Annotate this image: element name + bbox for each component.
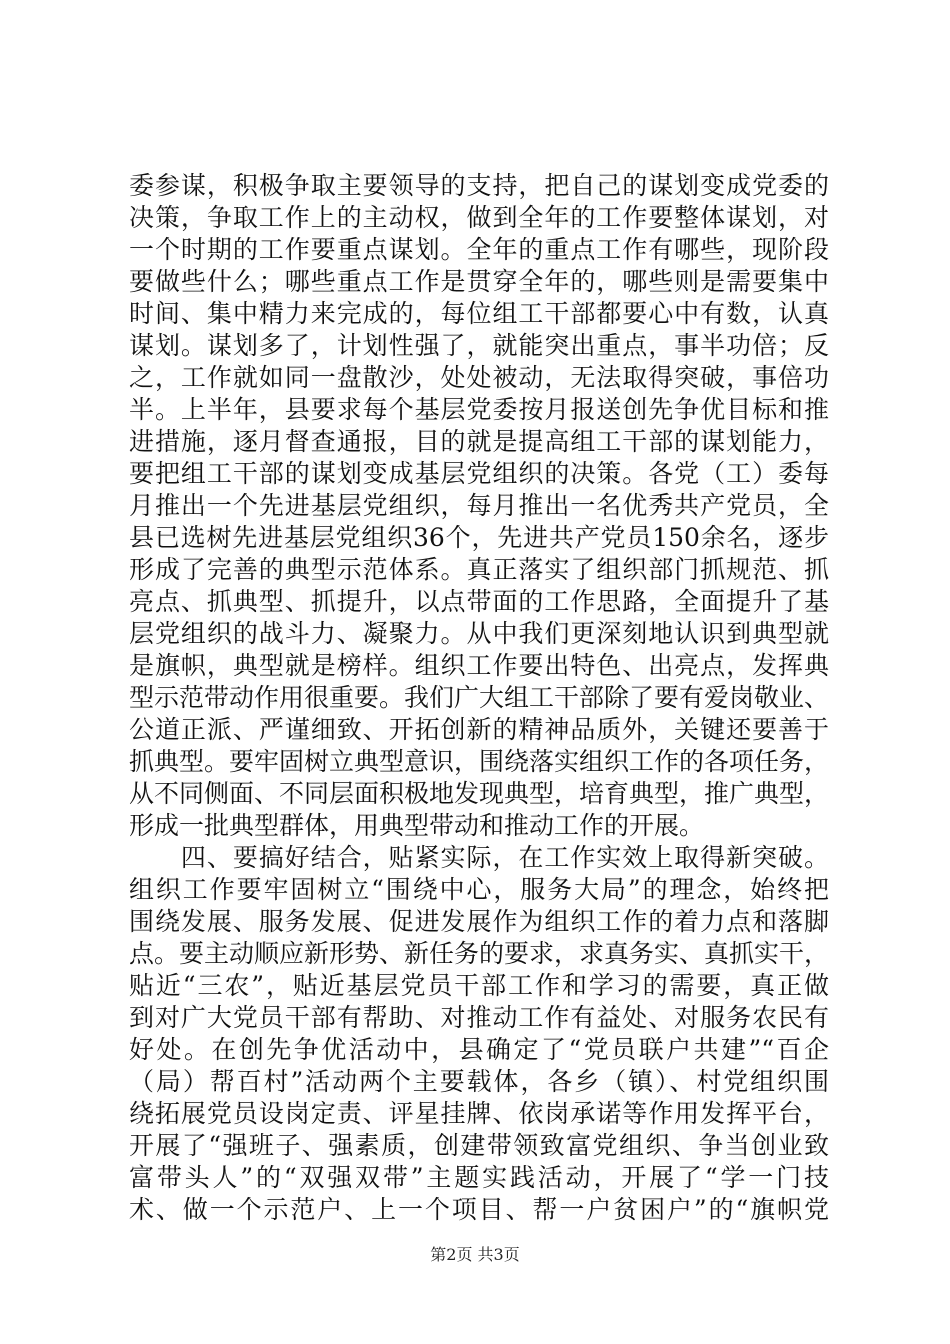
text-line-paragraph-start: 四、要搞好结合，贴紧实际，在工作实效上取得新突破。	[129, 843, 829, 872]
text-line: 围绕发展、服务发展、促进发展作为组织工作的着力点和落脚	[129, 907, 829, 936]
text-line: 决策，争取工作上的主动权，做到全年的工作要整体谋划，对	[129, 203, 829, 232]
text-line: 委参谋，积极争取主要领导的支持，把自己的谋划变成党委的	[129, 171, 829, 200]
text-line: 点。要主动顺应新形势、新任务的要求，求真务实、真抓实干，	[129, 939, 830, 968]
text-line: 要把组工干部的谋划变成基层党组织的决策。各党（工）委每	[129, 459, 829, 488]
text-line: 公道正派、严谨细致、开拓创新的精神品质外，关键还要善于	[129, 715, 829, 744]
text-line: 县已选树先进基层党组织36个，先进共产党员150余名，逐步	[129, 523, 829, 552]
text-line: 到对广大党员干部有帮助、对推动工作有益处、对服务农民有	[129, 1003, 829, 1032]
text-line: 组织工作要牢固树立“围绕中心，服务大局”的理念，始终把	[129, 875, 829, 904]
text-line: 开展了“强班子、强素质，创建带领致富党组织、争当创业致	[129, 1131, 829, 1160]
text-line: 层党组织的战斗力、凝聚力。从中我们更深刻地认识到典型就	[129, 619, 829, 648]
text-line: 谋划。谋划多了，计划性强了，就能突出重点，事半功倍；反	[129, 331, 829, 360]
text-line-paragraph-end: 形成一批典型群体，用典型带动和推动工作的开展。	[129, 811, 705, 840]
text-line: 形成了完善的典型示范体系。真正落实了组织部门抓规范、抓	[129, 555, 829, 584]
text-line: 绕拓展党员设岗定责、评星挂牌、依岗承诺等作用发挥平台，	[129, 1099, 829, 1128]
text-line: 好处。在创先争优活动中，县确定了“党员联户共建”“百企	[129, 1035, 829, 1064]
text-line: 一个时期的工作要重点谋划。全年的重点工作有哪些，现阶段	[129, 235, 829, 264]
text-line: 富带头人”的“双强双带”主题实践活动，开展了“学一门技	[129, 1163, 829, 1192]
text-line: 时间、集中精力来完成的，每位组工干部都要心中有数，认真	[129, 299, 829, 328]
text-line: 是旗帜，典型就是榜样。组织工作要出特色、出亮点，发挥典	[129, 651, 829, 680]
text-line: 贴近“三农”，贴近基层党员干部工作和学习的需要，真正做	[129, 971, 829, 1000]
text-line: 型示范带动作用很重要。我们广大组工干部除了要有爱岗敬业、	[129, 683, 830, 712]
text-line: 进措施，逐月督查通报，目的就是提高组工干部的谋划能力，	[129, 427, 829, 456]
text-line: 从不同侧面、不同层面积极地发现典型，培育典型，推广典型，	[129, 779, 830, 808]
text-line: （局）帮百村”活动两个主要载体，各乡（镇）、村党组织围	[129, 1067, 829, 1096]
text-line: 亮点、抓典型、抓提升，以点带面的工作思路，全面提升了基	[129, 587, 829, 616]
text-line: 半。上半年，县要求每个基层党委按月报送创先争优目标和推	[129, 395, 829, 424]
text-line: 抓典型。要牢固树立典型意识，围绕落实组织工作的各项任务，	[129, 747, 830, 776]
text-line: 之，工作就如同一盘散沙，处处被动，无法取得突破，事倍功	[129, 363, 829, 392]
text-line: 要做些什么；哪些重点工作是贯穿全年的，哪些则是需要集中	[129, 267, 829, 296]
text-line: 术、做一个示范户、上一个项目、帮一户贫困户”的“旗帜党	[129, 1195, 829, 1224]
body-text	[129, 170, 829, 1226]
page-number-footer: 第2页 共3页	[430, 1245, 520, 1264]
text-line: 月推出一个先进基层党组织，每月推出一名优秀共产党员，全	[129, 491, 829, 520]
